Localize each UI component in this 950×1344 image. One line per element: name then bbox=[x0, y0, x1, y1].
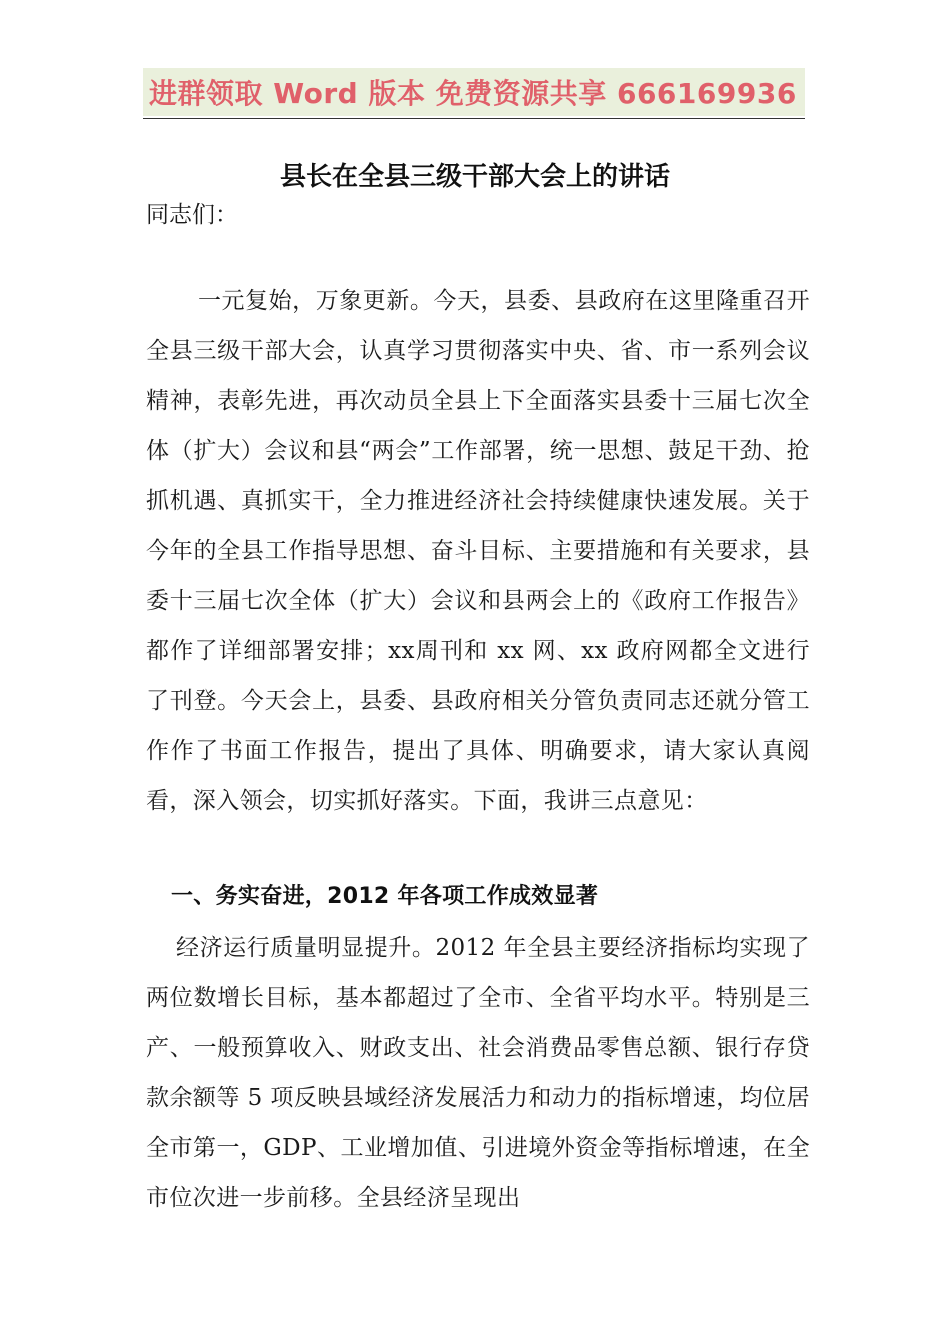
document-title: 县长在全县三级干部大会上的讲话 bbox=[279, 162, 670, 192]
section-heading-1: 一、务实奋进，2012 年各项工作成效显著 bbox=[171, 884, 599, 909]
promo-banner bbox=[143, 68, 805, 116]
header-rule bbox=[143, 118, 805, 119]
salutation: 同志们： bbox=[146, 202, 238, 228]
paragraph-economy: 经济运行质量明显提升。2012 年全县主要经济指标均实现了两位数增长目标，基本都超过了全市、全省平均水平。特别是三产、一般预算收入、财政支出、社会消费品零售总额、银行存贷款余额等 5 项反映县域经济发展活力和动力的指标增速，均位居全市第一，GDP、工业增加值、引进境外资金等指标增速，在全市位次进一步前移。全县经济呈现出 bbox=[146, 935, 810, 1211]
paragraph-intro: 一元复始，万象更新。今天，县委、县政府在这里隆重召开全县三级干部大会，认真学习贯彻落实中央、省、市一系列会议精神，表彰先进，再次动员全县上下全面落实县委十三届七次全体（扩大）会议和县“两会”工作部署，统一思想、鼓足干劲、抢抓机遇、真抓实干，全力推进经济社会持续健康快速发展。关于今年的全县工作指导思想、奋斗目标、主要措施和有关要求，县委十三届七次全体（扩大）会议和县两会上的《政府工作报告》都作了详细部署安排；xx周刊和 xx 网、xx 政府网都全文进行了刊登。今天会上，县委、县政府相关分管负责同志还就分管工作作了书面工作报告，提出了具体、明确要求，请大家认真阅看，深入领会，切实抓好落实。下面，我讲三点意见： bbox=[146, 288, 810, 814]
promo-banner-text: 进群领取 Word 版本 免费资源共享 666169936 bbox=[149, 77, 797, 110]
